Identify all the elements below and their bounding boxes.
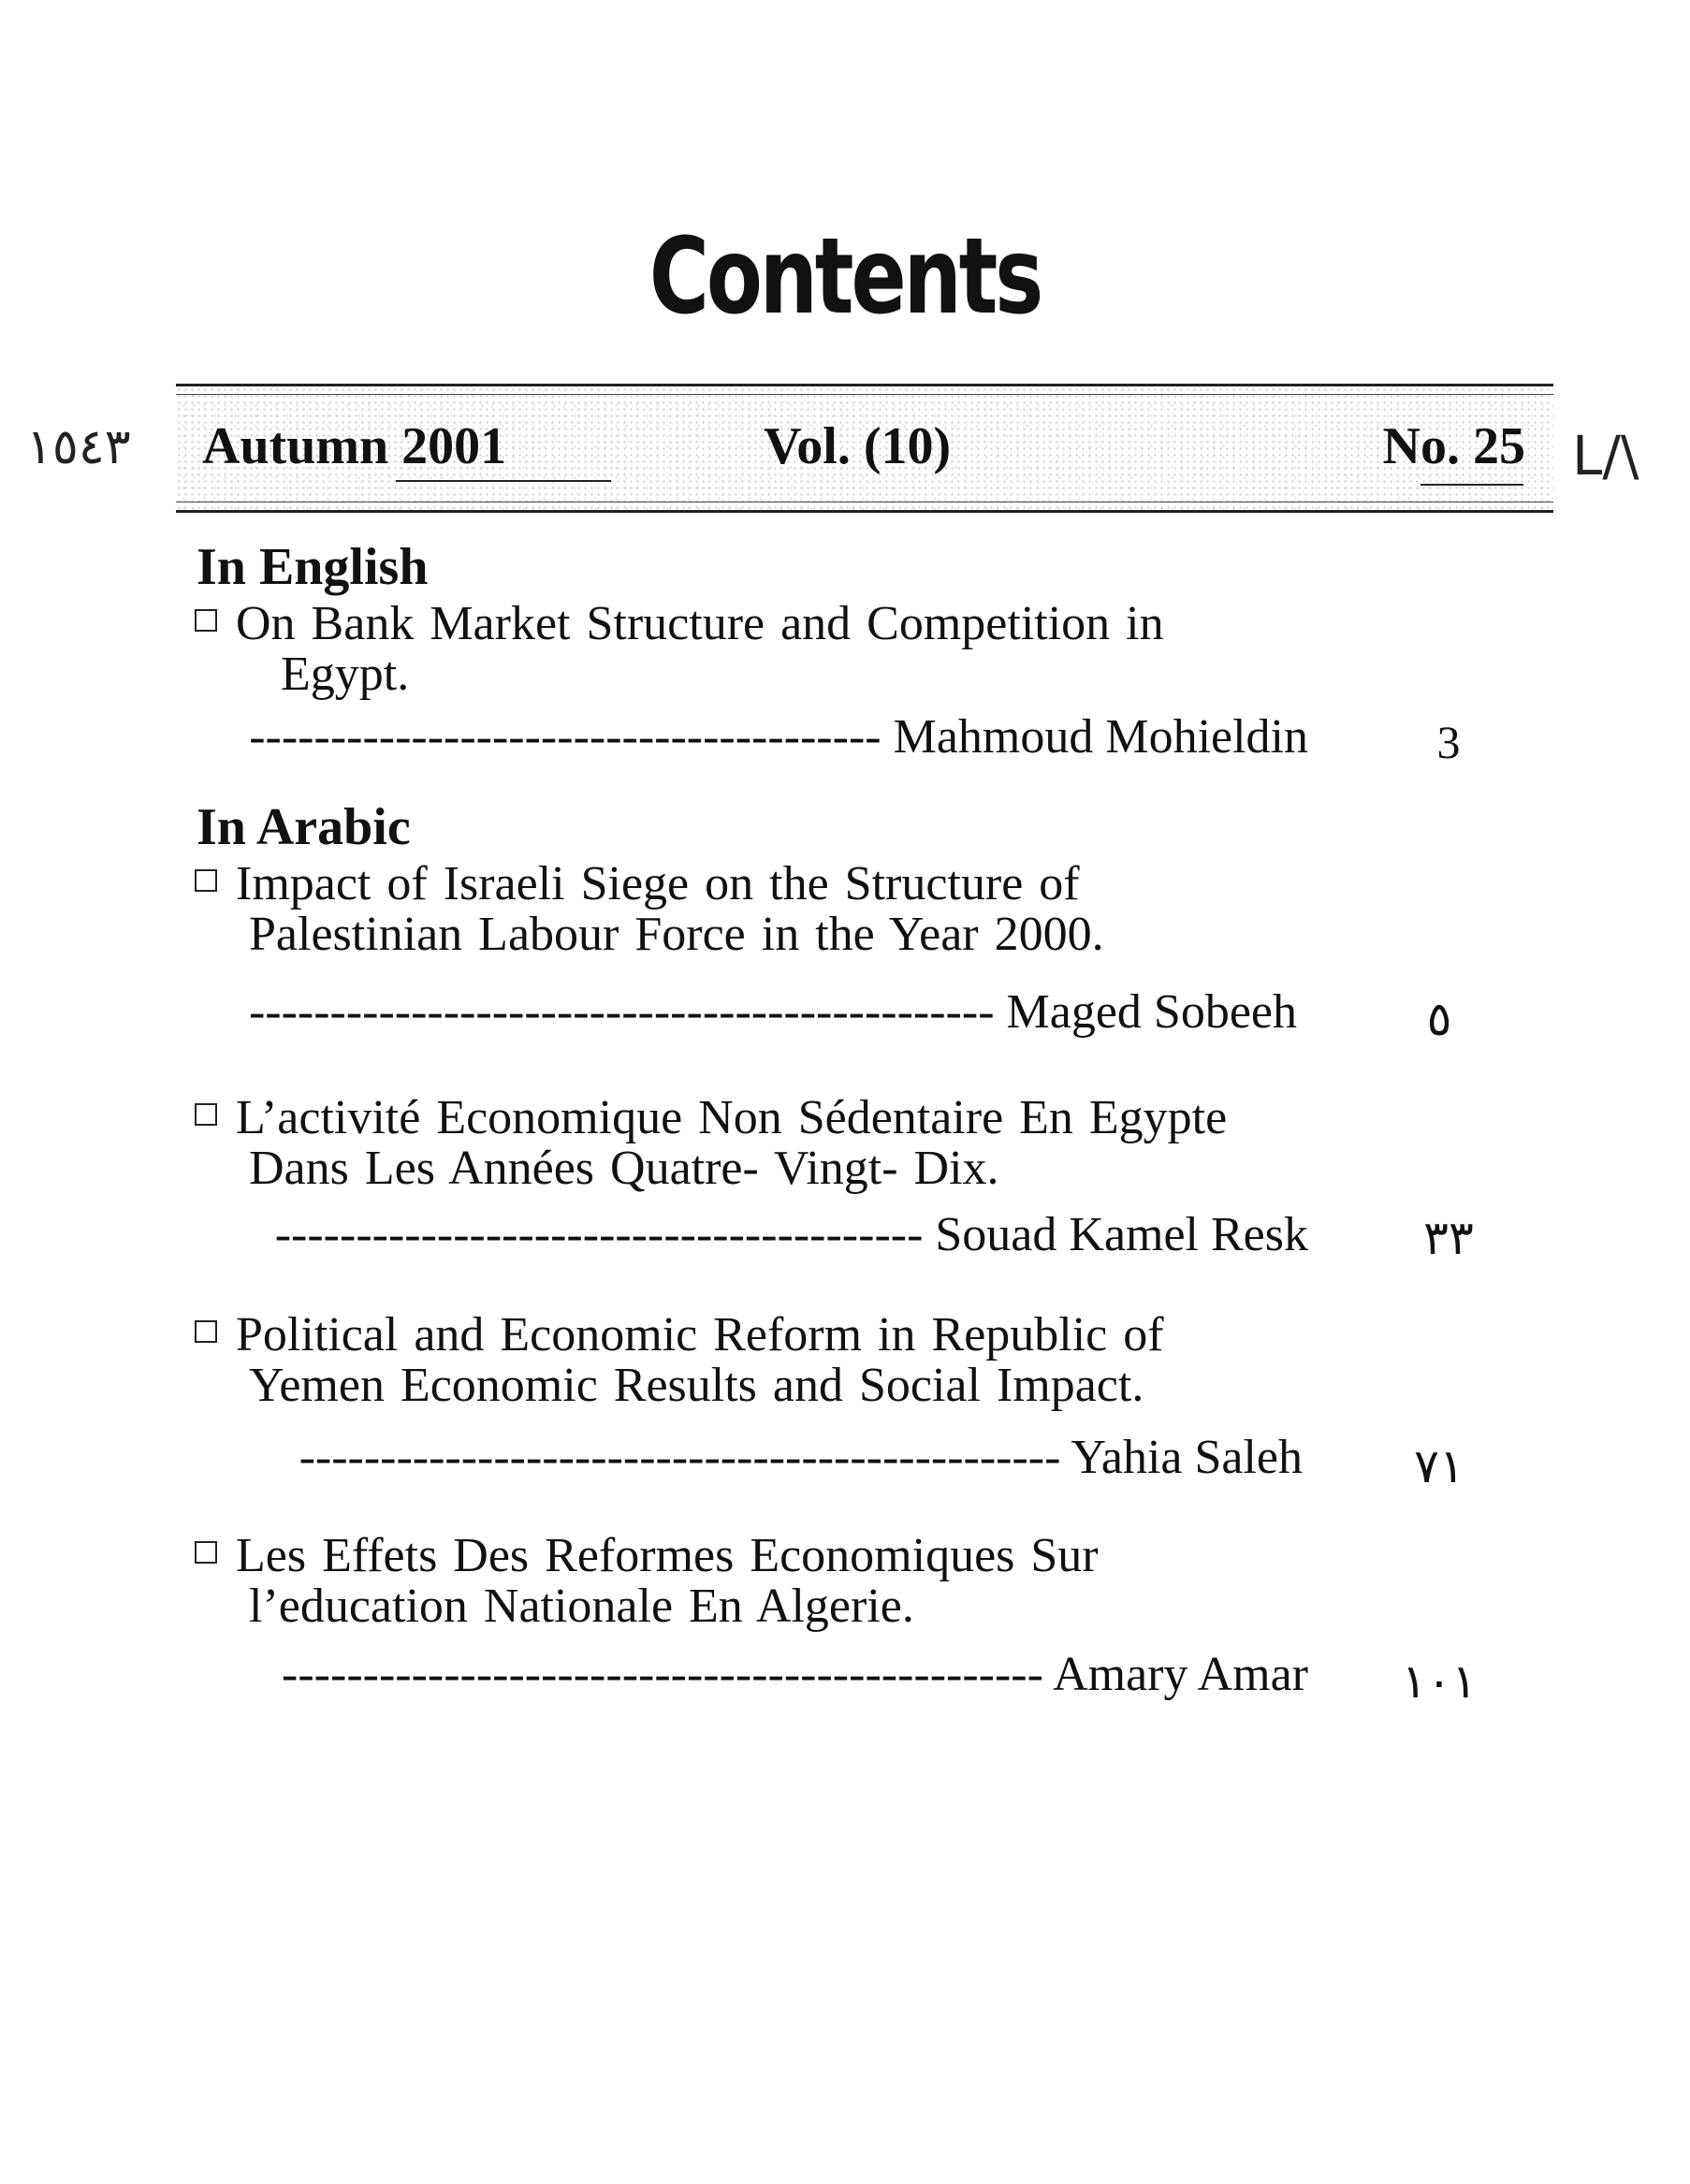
- entry-3-title-line1: L’activité Economique Non Sédentaire En Egypte: [236, 1091, 1228, 1144]
- section-heading-english: In English: [197, 538, 429, 596]
- entry-5-title-line1: Les Effets Des Reformes Economiques Sur: [236, 1529, 1099, 1582]
- entry-1-leader-dashes: ---------------------------------------: [249, 710, 881, 764]
- checkbox-bullet-icon: [195, 1541, 217, 1564]
- entry-2-title-line1: Impact of Israeli Siege on the Structure of: [236, 857, 1080, 910]
- entry-4-title-line2: Yemen Economic Results and Social Impact.: [249, 1359, 1144, 1412]
- entry-4-author: Yahia Saleh: [1071, 1431, 1303, 1484]
- entry-3-title[interactable]: [195, 1093, 1291, 1194]
- number-underline: [1420, 484, 1523, 486]
- entry-3-page: ٣٣: [1423, 1212, 1474, 1264]
- issue-band: [176, 384, 1553, 513]
- entry-4-author-line: [299, 1431, 1303, 1484]
- entry-4-title[interactable]: [195, 1310, 1291, 1411]
- entry-5-title-line2: l’education Nationale En Algerie.: [249, 1580, 914, 1633]
- entry-4-title-line1: Political and Economic Reform in Republic of: [236, 1308, 1164, 1361]
- entry-2-title-line2: Palestinian Labour Force in the Year 2000.: [249, 908, 1104, 961]
- entry-1-title[interactable]: [195, 599, 1291, 700]
- entry-3-title-line2: Dans Les Années Quatre- Vingt- Dix.: [249, 1142, 999, 1195]
- entry-1-title-line2: Egypt.: [281, 648, 410, 701]
- section-heading-arabic: In Arabic: [197, 798, 411, 856]
- entry-4-leader-dashes: -----------------------------------------------: [299, 1431, 1061, 1484]
- issue-number: No. 25: [1382, 417, 1525, 475]
- entry-2-author-line: [248, 985, 1297, 1039]
- page-title: Contents: [648, 216, 1042, 338]
- entry-2-author: Maged Sobeeh: [1006, 985, 1297, 1039]
- entry-2-page: ٥: [1426, 993, 1452, 1045]
- entry-5-author: Amary Amar: [1053, 1648, 1308, 1701]
- entry-1-page: 3: [1436, 716, 1461, 768]
- entry-1-author-line: [249, 710, 1308, 764]
- entry-5-leader-dashes: -----------------------------------------------: [282, 1648, 1043, 1701]
- handwritten-note-right: L/\: [1572, 424, 1639, 488]
- entry-3-author-line: [274, 1208, 1308, 1261]
- entry-1-author: Mahmoud Mohieldin: [893, 710, 1308, 764]
- checkbox-bullet-icon: [195, 869, 217, 892]
- season-underline: [396, 480, 611, 482]
- entry-1-title-line1: On Bank Market Structure and Competition in: [236, 597, 1164, 650]
- entry-4-page: ٧١: [1414, 1440, 1464, 1492]
- handwritten-note-left: ١٥٤٣: [26, 419, 131, 475]
- entry-3-author: Souad Kamel Resk: [935, 1208, 1308, 1261]
- entry-2-leader-dashes: ----------------------------------------------: [248, 985, 995, 1039]
- issue-volume: Vol. (10): [764, 417, 952, 475]
- issue-season: Autumn 2001: [202, 417, 507, 475]
- checkbox-bullet-icon: [195, 609, 217, 632]
- checkbox-bullet-icon: [195, 1320, 217, 1343]
- entry-3-leader-dashes: ----------------------------------------: [274, 1208, 924, 1261]
- entry-5-title[interactable]: [195, 1531, 1291, 1632]
- entry-5-page: ١٠١: [1401, 1655, 1478, 1708]
- entry-2-title[interactable]: [195, 859, 1291, 960]
- checkbox-bullet-icon: [195, 1103, 217, 1126]
- entry-5-author-line: [282, 1648, 1308, 1701]
